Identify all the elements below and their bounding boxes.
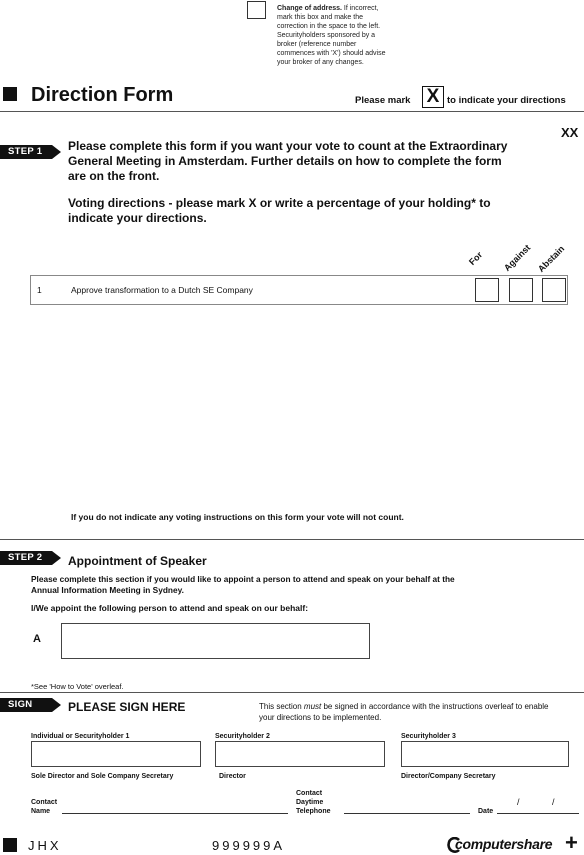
vote-against-checkbox[interactable] bbox=[509, 278, 533, 302]
change-of-address-line: If incorrect, bbox=[343, 5, 379, 12]
securityholder-1-label: Individual or Securityholder 1 bbox=[31, 733, 130, 740]
speaker-field-label: A bbox=[33, 633, 41, 645]
change-of-address-line: commences with 'X') should advise bbox=[277, 50, 386, 57]
form-code: XX bbox=[561, 125, 579, 140]
change-of-address-heading: Change of address. bbox=[277, 5, 342, 12]
step2-title: Appointment of Speaker bbox=[68, 554, 207, 568]
page-title: Direction Form bbox=[31, 84, 174, 106]
column-header-abstain: Abstain bbox=[535, 243, 567, 274]
column-header-for: For bbox=[466, 249, 485, 267]
footer-code-mid: 999999A bbox=[212, 838, 286, 853]
step2-divider bbox=[0, 692, 584, 693]
step1-intro-line: General Meeting in Amsterdam. Further details on how to complete the form bbox=[68, 154, 502, 168]
contact-name-label bbox=[31, 798, 57, 816]
securityholder-2-role: Director bbox=[219, 773, 246, 780]
contact-telephone-label bbox=[296, 789, 330, 816]
voting-directions-line: Voting directions - please mark X or write a percentage of your holding* to bbox=[68, 196, 491, 210]
please-mark-text: Please mark bbox=[355, 95, 411, 106]
voting-directions-heading bbox=[68, 196, 568, 226]
step2-footnote: *See 'How to Vote' overleaf. bbox=[31, 682, 124, 691]
footer-marker-square bbox=[3, 838, 17, 852]
contact-name-label-line: Contact bbox=[31, 799, 58, 806]
step2-description-line: Please complete this section if you would like to appoint a person to attend and speak on your behalf at the bbox=[31, 574, 455, 584]
change-of-address-line: your broker of any changes. bbox=[277, 59, 364, 66]
step2-description bbox=[31, 574, 571, 596]
contact-telephone-label-line: Telephone bbox=[296, 808, 331, 815]
step1-tag-label: STEP 1 bbox=[8, 146, 43, 157]
step1-warning: If you do not indicate any voting instructions on this form your vote will not count. bbox=[71, 512, 404, 522]
change-of-address-line: broker (reference number bbox=[277, 41, 357, 48]
step2-description-line: Annual Information Meeting in Sydney. bbox=[31, 585, 184, 595]
sign-note-text: This section bbox=[259, 702, 304, 711]
securityholder-3-role: Director/Company Secretary bbox=[401, 773, 496, 780]
change-of-address-line: mark this box and make the bbox=[277, 14, 363, 21]
step1-tag bbox=[0, 145, 52, 159]
date-separator: / bbox=[552, 797, 555, 807]
footer-plus-icon: + bbox=[565, 830, 578, 855]
securityholder-3-label: Securityholder 3 bbox=[401, 733, 456, 740]
header-divider bbox=[0, 111, 584, 112]
step1-divider bbox=[0, 539, 584, 540]
column-header-against: Against bbox=[501, 242, 533, 273]
step1-intro-line: are on the front. bbox=[68, 169, 160, 183]
change-of-address-line: Securityholders sponsored by a bbox=[277, 32, 376, 39]
sign-note-line: your directions to be implemented. bbox=[259, 713, 382, 722]
securityholder-3-signature[interactable] bbox=[401, 741, 569, 767]
securityholder-2-label: Securityholder 2 bbox=[215, 733, 270, 740]
contact-telephone-field[interactable] bbox=[344, 813, 470, 814]
footer-code-left: JHX bbox=[28, 838, 62, 853]
vote-for-checkbox[interactable] bbox=[475, 278, 499, 302]
date-label: Date bbox=[478, 808, 494, 815]
date-separator: / bbox=[517, 797, 520, 807]
to-indicate-text: to indicate your directions bbox=[447, 95, 566, 106]
sign-title: PLEASE SIGN HERE bbox=[68, 700, 186, 714]
contact-telephone-label-line: Daytime bbox=[296, 799, 324, 806]
step1-intro bbox=[68, 139, 568, 184]
step2-tag bbox=[0, 551, 52, 565]
sign-note-text: be signed in accordance with the instructions overleaf to enable bbox=[321, 702, 549, 711]
contact-name-field[interactable] bbox=[62, 813, 288, 814]
title-marker-square bbox=[3, 87, 17, 101]
date-field[interactable] bbox=[497, 813, 579, 814]
voting-directions-line: indicate your directions. bbox=[68, 211, 207, 225]
contact-name-label-line: Name bbox=[31, 808, 51, 815]
sign-tag-label: SIGN bbox=[8, 699, 33, 710]
sign-tag bbox=[0, 698, 52, 712]
mark-x-glyph: X bbox=[426, 86, 440, 107]
change-of-address-line: correction in the space to the left. bbox=[277, 23, 381, 30]
computershare-wordmark: computershare bbox=[455, 836, 553, 852]
speaker-name-field[interactable] bbox=[61, 623, 370, 659]
appoint-line: I/We appoint the following person to attend and speak on our behalf: bbox=[31, 603, 309, 613]
vote-abstain-checkbox[interactable] bbox=[542, 278, 566, 302]
securityholder-2-signature[interactable] bbox=[215, 741, 385, 767]
contact-telephone-label-line: Contact bbox=[296, 790, 323, 797]
step1-intro-line: Please complete this form if you want your vote to count at the Extraordinary bbox=[68, 139, 508, 153]
resolution-number: 1 bbox=[37, 285, 42, 295]
change-of-address-checkbox[interactable] bbox=[247, 1, 266, 19]
securityholder-1-role: Sole Director and Sole Company Secretary bbox=[31, 773, 174, 780]
sign-note bbox=[259, 701, 579, 723]
step2-tag-label: STEP 2 bbox=[8, 552, 43, 563]
sign-note-must: must bbox=[303, 702, 322, 711]
securityholder-1-signature[interactable] bbox=[31, 741, 201, 767]
resolution-text: Approve transformation to a Dutch SE Company bbox=[71, 285, 253, 295]
resolution-row bbox=[30, 275, 568, 305]
mark-example-box bbox=[422, 86, 444, 108]
change-of-address-text bbox=[277, 4, 407, 67]
